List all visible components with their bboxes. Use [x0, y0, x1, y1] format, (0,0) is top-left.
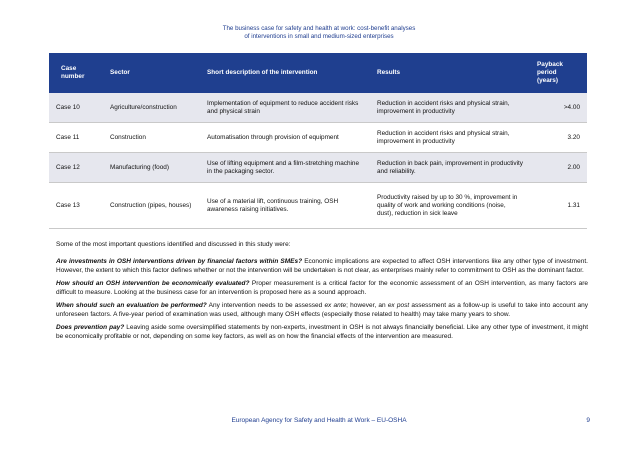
cell-results: Reduction in accident risks and physical strain, improvement in productivity	[370, 93, 530, 123]
paragraph-prevention-pay	[56, 323, 588, 341]
paragraph-economic-evaluation	[56, 279, 588, 297]
page-number: 9	[586, 417, 590, 424]
answer-financial-factors: Economic implications are expected to affect OSH interventions like any other type of investment. However, the extent to which this factor defines whether or not the intervention will be undertaken is not clear, as enterprises mainly refer to commitment to OSH as the dominant factor.	[56, 258, 588, 275]
intro-text: Some of the most important questions identified and discussed in this study were:	[56, 241, 291, 248]
paragraph-financial-factors	[56, 257, 588, 275]
question-evaluation-timing: When should such an evaluation be performed?	[56, 302, 207, 309]
table-row	[49, 153, 587, 183]
answer-prevention-pay: Leaving aside some oversimplified statements by non-experts, investment in OSH is not always financially beneficial. Like any other type of investment, it might be economically profitable or not, depending on some key factors, as well as on how the financial effects of the intervention are measured.	[56, 324, 589, 341]
cell-case: Case 10	[49, 93, 103, 123]
footer-agency: European Agency for Safety and Health at Work – EU-OSHA	[231, 417, 407, 424]
col-header-description: Short description of the intervention	[200, 53, 370, 93]
col-header-case-line2: number	[61, 73, 85, 80]
paragraph-evaluation-timing	[56, 301, 588, 319]
cell-description: Implementation of equipment to reduce accident risks and physical strain	[200, 93, 370, 123]
question-economic-evaluation: How should an OSH intervention be economically evaluated?	[56, 280, 250, 287]
cell-payback: >4.00	[530, 93, 587, 123]
cell-payback: 3.20	[530, 123, 587, 153]
cell-results: Reduction in back pain, improvement in productivity and reliability.	[370, 153, 530, 183]
header-line-1: The business case for safety and health at work: cost-benefit analyses	[222, 25, 416, 32]
header-line-2: of interventions in small and medium-sized enterprises	[244, 33, 394, 40]
case-table	[49, 53, 587, 229]
cell-description: Automatisation through provision of equipment	[200, 123, 370, 153]
col-header-payback	[530, 53, 587, 93]
col-header-payback-line2: period	[537, 69, 557, 76]
table-row	[49, 183, 587, 229]
table-row	[49, 123, 587, 153]
cell-case: Case 12	[49, 153, 103, 183]
cell-sector: Agriculture/construction	[103, 93, 200, 123]
cell-case: Case 11	[49, 123, 103, 153]
answer-economic-evaluation: Proper measurement is a critical factor for the economic assessment of an OSH intervention, as many factors are difficult to measure. Looking at the business case for an intervention is proposed here as a sound approach.	[56, 280, 588, 297]
cell-payback: 2.00	[530, 153, 587, 183]
cell-payback: 1.31	[530, 183, 587, 229]
intro-paragraph	[56, 240, 588, 253]
table-header-row	[49, 53, 587, 93]
question-prevention-pay: Does prevention pay?	[56, 324, 125, 331]
running-header	[0, 25, 638, 41]
col-header-payback-line1: Payback	[537, 61, 563, 68]
cell-case: Case 13	[49, 183, 103, 229]
answer-evaluation-timing-c: assessment as a follow-up is useful to take into account any unforeseen factors. A five-year period of examination was used, although many OSH effects (especially those related to health) may take many years to show.	[56, 302, 588, 319]
term-ex-ante: ex ante	[324, 302, 347, 309]
cell-description: Use of a material lift, continuous training, OSH awareness raising initiatives.	[200, 183, 370, 229]
col-header-results: Results	[370, 53, 530, 93]
col-header-case-line1: Case	[61, 65, 77, 72]
col-header-payback-line3: (years)	[537, 77, 558, 84]
cell-results: Reduction in accident risks and physical strain, improvement in productivity	[370, 123, 530, 153]
table-row	[49, 93, 587, 123]
col-header-sector: Sector	[103, 53, 200, 93]
cell-results: Productivity raised by up to 30 %, improvement in quality of work and working conditions (noise, dust), reduction in sick leave	[370, 183, 530, 229]
term-ex-post: ex post	[387, 302, 410, 309]
answer-evaluation-timing-b: ; however, an	[346, 302, 388, 309]
answer-evaluation-timing-a: Any intervention needs to be assessed	[206, 302, 325, 309]
cell-description: Use of lifting equipment and a film-stretching machine in the packaging sector.	[200, 153, 370, 183]
question-financial-factors: Are investments in OSH interventions driven by financial factors within SMEs?	[56, 258, 303, 265]
col-header-case-number	[49, 53, 103, 93]
question-paragraphs	[56, 257, 588, 345]
cell-sector: Construction	[103, 123, 200, 153]
cell-sector: Manufacturing (food)	[103, 153, 200, 183]
cell-sector: Construction (pipes, houses)	[103, 183, 200, 229]
